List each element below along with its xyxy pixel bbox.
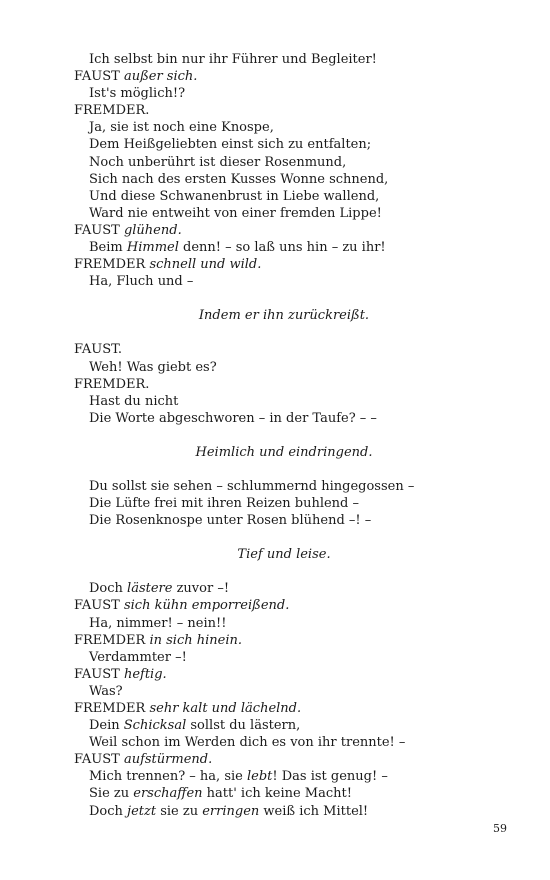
speaker-line [74,632,494,649]
verse-line [74,85,494,102]
line-text: hatt' ich keine Macht! [202,786,352,802]
italic-text: Schicksal [123,718,187,734]
line-text: Noch unberührt ist dieser Rosenmund, [89,154,347,170]
speaker-line [74,751,494,768]
line-text: Dein [89,718,124,734]
page-number: 59 [493,822,507,835]
stage-direction [74,444,494,461]
line-text: Beim [89,240,127,256]
speaker-line [74,700,494,717]
line-text: FREMDER [74,257,150,273]
line-text: Verdammter –! [89,649,187,665]
verse-line [74,615,494,632]
line-text: ! Das ist genug! – [272,769,388,785]
line-text: Doch [89,803,128,819]
line-text: sie zu [156,803,203,819]
speaker-line [74,597,494,614]
verse-line [74,580,494,597]
verse-line [74,717,494,734]
line-text: Ward nie entweiht von einer fremden Lippe! [89,205,382,221]
italic-text: sich kühn emporreißend. [123,598,290,614]
line-text: Dem Heißgeliebten einst sich zu entfalten; [89,137,372,153]
speaker-line [74,256,494,273]
italic-text: jetzt [127,803,157,819]
verse-line [74,188,494,205]
italic-text: lästere [127,581,173,597]
line-text: zuvor –! [172,581,230,597]
italic-text: Tief und leise. [237,547,331,563]
verse-line [74,136,494,153]
line-text: FAUST [74,598,124,614]
italic-text: Heimlich und eindringend. [195,444,373,460]
verse-line [74,785,494,802]
line-text: Weh! Was giebt es? [89,359,217,375]
line-text: FREMDER. [74,376,150,392]
verse-line [74,154,494,171]
italic-text: glühend. [123,222,182,238]
line-text: Mich trennen? – ha, sie [89,769,247,785]
speaker-line [74,222,494,239]
verse-line [74,683,494,700]
verse-line [74,205,494,222]
italic-text: heftig. [123,666,167,682]
line-text: Sich nach des ersten Kusses Wonne schnend, [89,171,389,187]
stage-direction [74,307,494,324]
verse-line [74,359,494,376]
line-text: Ist's möglich!? [89,86,186,102]
italic-text: in sich hinein. [149,632,242,648]
line-text: Ja, sie ist noch eine Knospe, [89,120,274,136]
line-text: FREMDER. [74,103,150,119]
italic-text: sehr kalt und lächelnd. [149,701,302,716]
verse-line [74,239,494,256]
line-text: Ha, nimmer! – nein!! [89,615,227,631]
line-text: FAUST [74,222,124,238]
line-text: FAUST [74,752,124,768]
verse-line [74,734,494,751]
italic-text: Indem er ihn zurückreißt. [198,308,370,324]
speaker-line [74,376,494,393]
speaker-line [74,666,494,683]
verse-line [74,410,494,427]
line-text: FAUST. [74,342,123,358]
verse-line [74,171,494,188]
verse-line [74,393,494,410]
verse-line [74,51,494,68]
italic-text: lebt [246,769,273,785]
line-text: FREMDER [74,632,150,648]
line-text: Weil schon im Werden dich es von ihr trennte! – [89,735,406,751]
verse-line [74,273,494,290]
line-text: Hast du nicht [89,393,179,409]
verse-line [74,512,494,529]
line-text: Und diese Schwanenbrust in Liebe wallend, [89,188,380,204]
line-text: sollst du lästern, [186,718,301,734]
italic-text: schnell und wild. [149,257,262,273]
speaker-line [74,341,494,358]
line-text: Ich selbst bin nur ihr Führer und Begleiter! [89,52,377,67]
verse-line [74,478,494,495]
italic-text: erschaffen [133,786,203,802]
line-text: FAUST [74,666,124,682]
italic-text: Himmel [126,240,179,256]
line-text: FREMDER [74,701,150,716]
line-text: Die Rosenknospe unter Rosen blühend –! – [89,513,372,529]
line-text: Die Worte abgeschworen – in der Taufe? – – [89,410,377,426]
speaker-line [74,68,494,85]
line-text: Du sollst sie sehen – schlummernd hingegossen – [89,478,415,494]
line-text: Die Lüfte frei mit ihren Reizen buhlend – [89,496,359,512]
verse-line [74,803,494,820]
line-text: Doch [89,581,128,597]
play-text [74,51,494,820]
verse-line [74,495,494,512]
italic-text: aufstürmend. [123,752,213,768]
line-text: Was? [89,683,123,699]
verse-line [74,649,494,666]
line-text: weiß ich Mittel! [259,803,369,819]
stage-direction [74,546,494,563]
italic-text: erringen [202,803,260,819]
verse-line [74,768,494,785]
line-text: Ha, Fluch und – [89,274,194,290]
line-text: denn! – so laß uns hin – zu ihr! [178,240,386,256]
line-text: FAUST [74,69,124,85]
italic-text: außer sich. [123,69,198,85]
speaker-line [74,102,494,119]
line-text: Sie zu [89,786,134,802]
verse-line [74,119,494,136]
